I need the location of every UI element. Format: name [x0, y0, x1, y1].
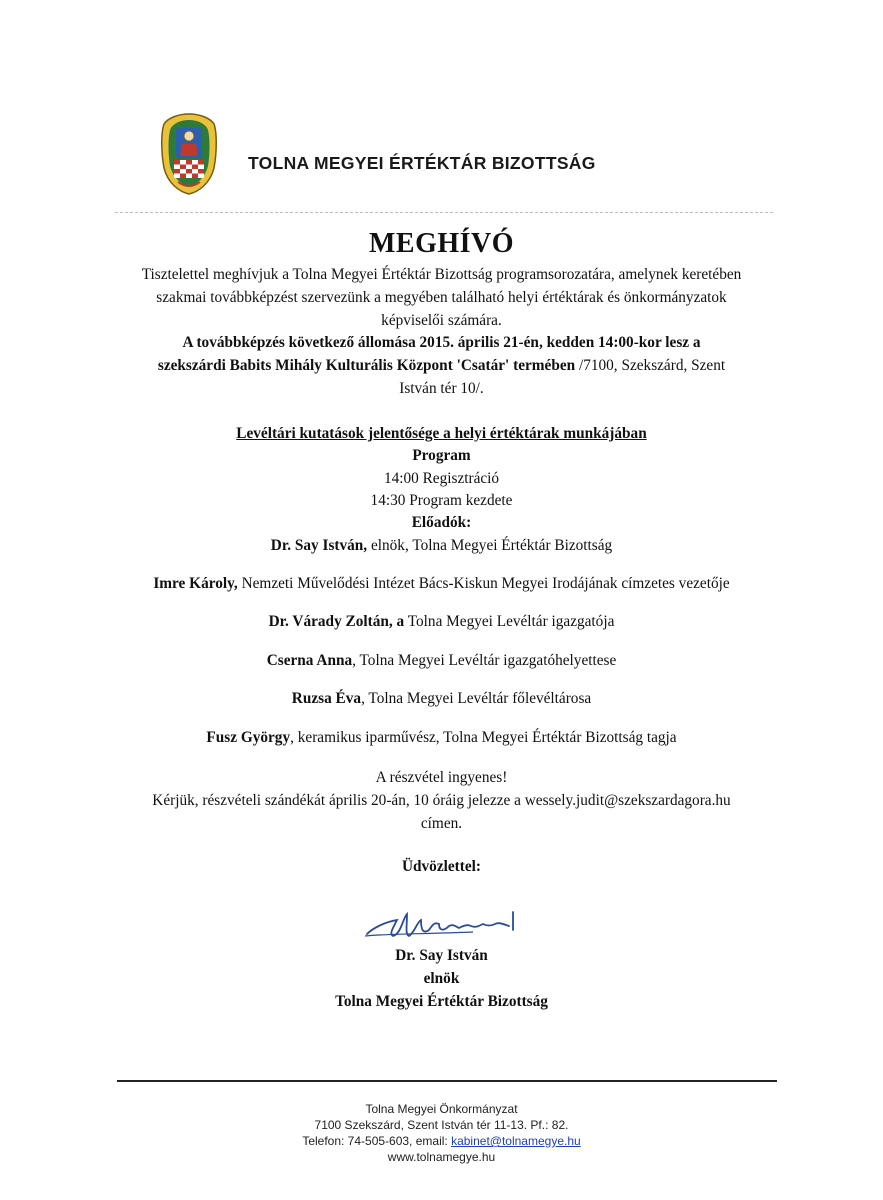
event-venue-text: szekszárdi Babits Mihály Kulturális Központ 'Csatár' termében	[157, 357, 576, 374]
speaker-role: elnök, Tolna Megyei Értéktár Bizottság	[367, 537, 613, 554]
event-address-text: /7100, Szekszárd, Szent	[575, 357, 726, 374]
speaker-role: , Tolna Megyei Levéltár főlevéltárosa	[361, 690, 592, 707]
speaker-name: Imre Károly,	[153, 575, 238, 592]
footer-organization: Tolna Megyei Önkormányzat	[365, 1102, 518, 1116]
speaker-item	[100, 573, 783, 595]
organization-title: TOLNA MEGYEI ÉRTÉKTÁR BIZOTTSÁG	[248, 153, 596, 173]
coat-of-arms-icon	[160, 112, 218, 196]
speaker-role: Nemzeti Művelődési Intézet Bács-Kiskun Megyei Irodájának címzetes vezetője	[237, 575, 730, 592]
speaker-role: Tolna Megyei Levéltár igazgatója	[404, 613, 615, 630]
footer-divider	[117, 1080, 777, 1082]
footer-contact	[0, 1133, 883, 1149]
event-line-2	[100, 355, 783, 377]
speaker-role: , keramikus iparművész, Tolna Megyei Értéktár Bizottság tagja	[290, 729, 677, 746]
speaker-name: Fusz György	[206, 729, 291, 746]
speakers-heading	[100, 512, 783, 534]
greeting	[100, 856, 783, 878]
footer-phone: Telefon: 74-505-603, email:	[302, 1134, 452, 1148]
intro-line-2: szakmai továbbképzést szervezünk a megyében található helyi értéktárak és önkormányzatok	[156, 289, 727, 306]
free-participation-note: A részvétel ingyenes!	[375, 769, 508, 786]
topic-text: Levéltári kutatások jelentősége a helyi értéktárak munkájában	[236, 425, 647, 442]
footer-address: 7100 Szekszárd, Szent István tér 11-13. Pf.: 82.	[314, 1118, 569, 1132]
program-heading	[100, 445, 783, 467]
speaker-item	[100, 650, 783, 672]
signatory-role	[100, 968, 783, 990]
speaker-name: Cserna Anna	[266, 652, 353, 669]
rsvp-line-1: Kérjük, részvételi szándékát április 20-án, 10 óráig jelezze a wessely.judit@szekszardagora.hu	[152, 792, 731, 809]
header-divider	[115, 212, 773, 213]
speaker-name: Ruzsa Éva	[291, 690, 362, 707]
speaker-item	[100, 688, 783, 710]
speaker-role: , Tolna Megyei Levéltár igazgatóhelyettese	[352, 652, 617, 669]
intro-line-3: képviselői számára.	[381, 312, 502, 329]
signatory-role-text: elnök	[423, 970, 460, 987]
program-item-1: 14:00 Regisztráció	[383, 470, 500, 487]
signatory-organization-text: Tolna Megyei Értéktár Bizottság	[335, 993, 548, 1010]
topic-heading	[100, 423, 783, 445]
event-date-text: A továbbképzés következő állomása 2015. április 21-én, kedden 14:00-kor lesz a	[182, 334, 701, 351]
signatory-organization	[100, 991, 783, 1013]
speaker-item	[100, 727, 783, 749]
speaker-item	[100, 535, 783, 557]
handwritten-signature	[363, 904, 533, 946]
speaker-name: Dr. Say István,	[270, 537, 368, 554]
greeting-text: Üdvözlettel:	[401, 858, 481, 875]
signatory-name	[100, 945, 783, 967]
program-item-2: 14:30 Program kezdete	[370, 492, 513, 509]
speakers-heading-text: Előadók:	[411, 514, 472, 531]
document-title: MEGHÍVÓ	[368, 228, 515, 259]
footer-website[interactable]: www.tolnamegye.hu	[387, 1150, 496, 1164]
intro-line-1: Tisztelettel meghívjuk a Tolna Megyei Értéktár Bizottság programsorozatára, amelynek keretében	[141, 266, 742, 283]
event-line-3: István tér 10/.	[399, 380, 484, 397]
speaker-name: Dr. Várady Zoltán, a	[268, 613, 405, 630]
program-heading-text: Program	[412, 447, 471, 464]
rsvp-line-2: címen.	[420, 815, 463, 832]
event-line-1	[100, 332, 783, 354]
speaker-item	[100, 611, 783, 633]
signatory-name-text: Dr. Say István	[395, 947, 488, 964]
footer-email-link[interactable]: kabinet@tolnamegye.hu	[451, 1134, 581, 1148]
